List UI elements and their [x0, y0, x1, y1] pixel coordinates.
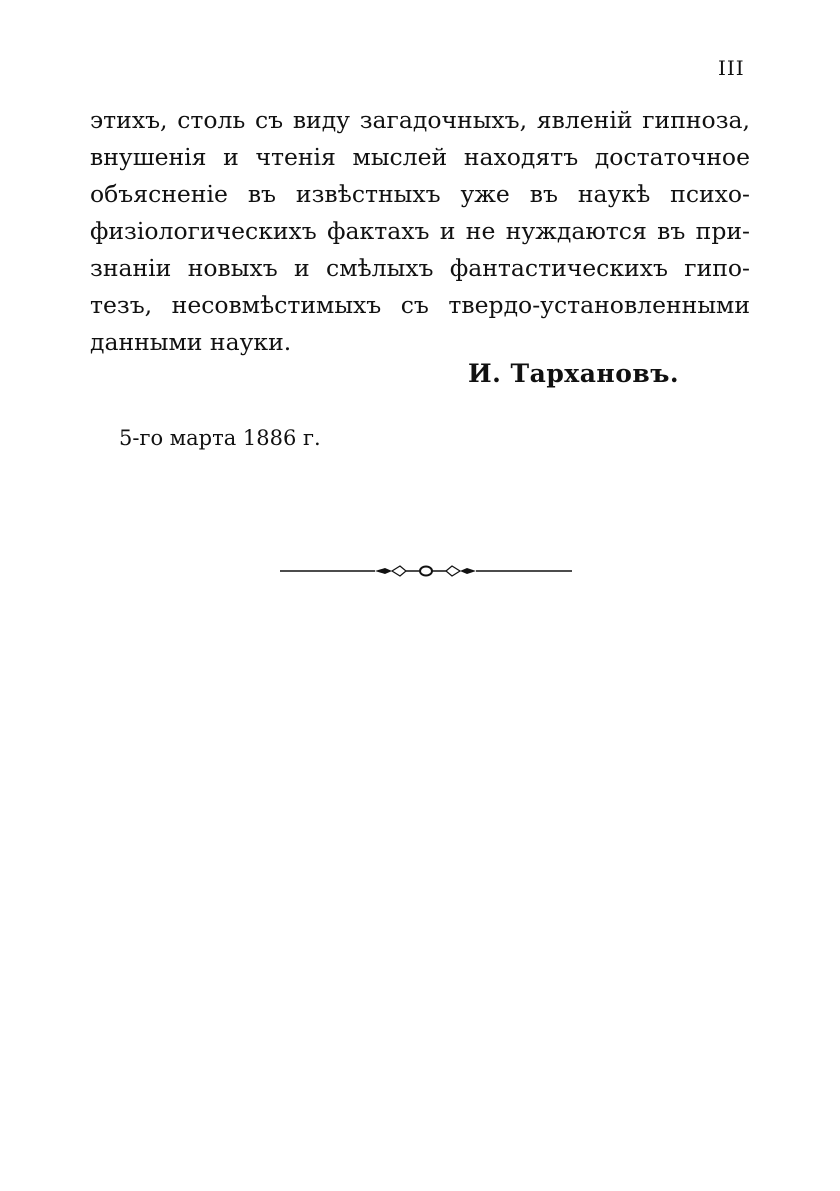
ornament-divider-icon	[280, 560, 572, 582]
author-signature: И. Тархановъ.	[468, 359, 680, 388]
paragraph-line: знаніи новыхъ и смѣлыхъ фантастическихъ гипо-	[90, 254, 750, 282]
date-line: 5-го марта 1886 г.	[119, 426, 321, 450]
paragraph-line: тезъ, несовмѣстимыхъ съ твердо-установленными	[90, 291, 750, 319]
page-number: III	[718, 56, 745, 80]
paragraph-line: данными науки.	[90, 328, 292, 356]
paragraph	[90, 102, 750, 361]
paragraph-line: физіологическихъ фактахъ и не нуждаются въ при-	[90, 217, 750, 245]
paragraph-line: объясненіе въ извѣстныхъ уже въ наукѣ психо-	[90, 180, 750, 208]
paragraph-line: внушенія и чтенія мыслей находятъ достаточное	[90, 143, 750, 171]
paragraph-line: этихъ, столь съ виду загадочныхъ, явленій гипноза,	[90, 106, 750, 134]
